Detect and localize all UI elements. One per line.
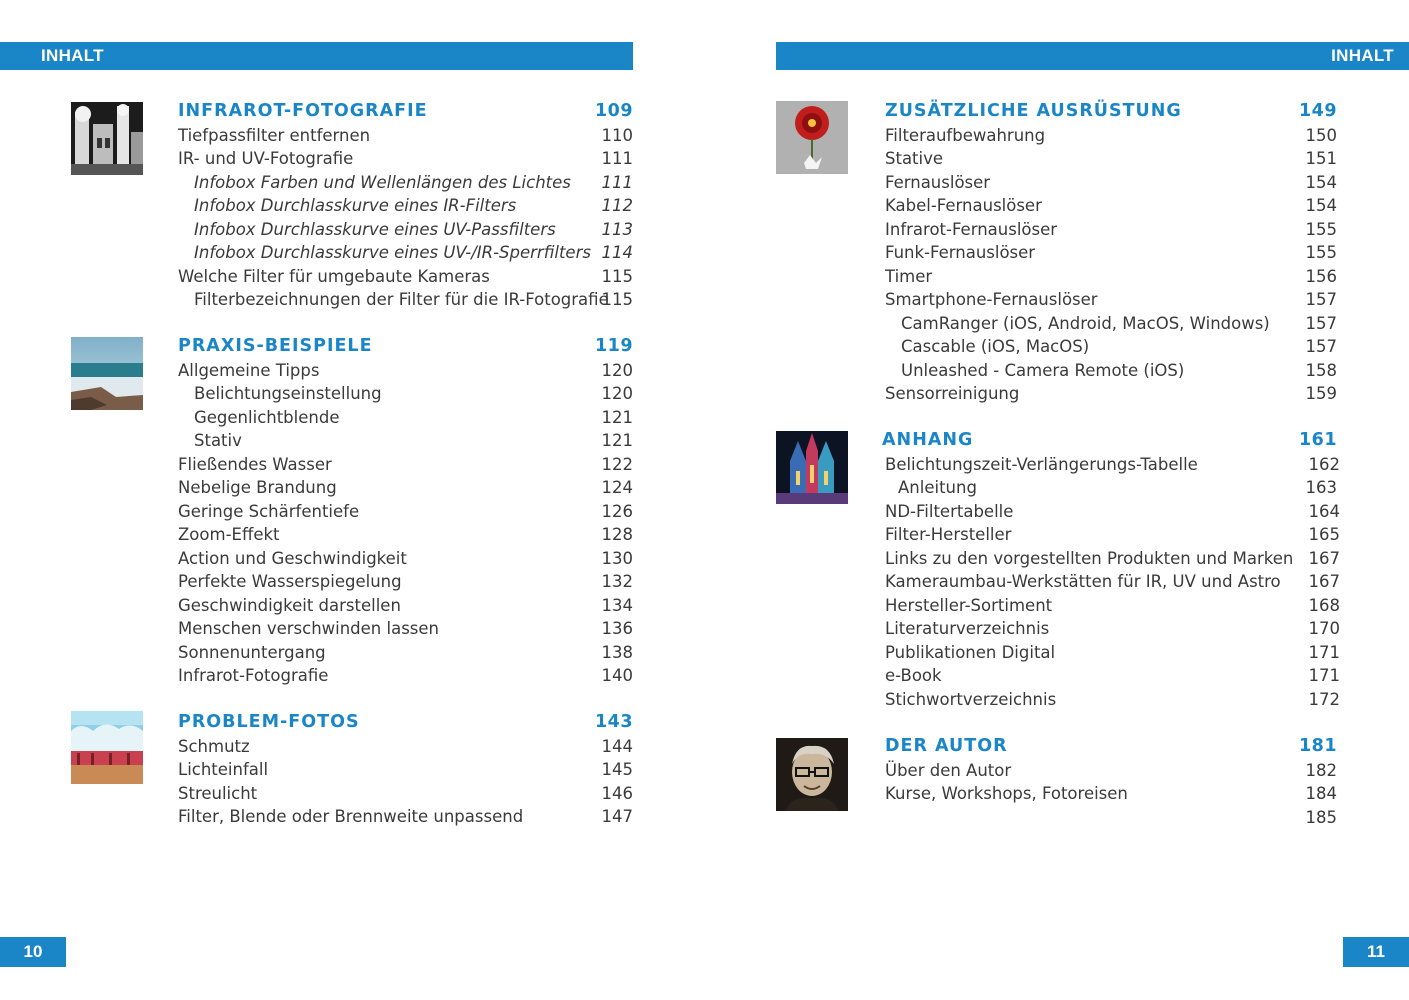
toc-entry[interactable] <box>885 335 1337 359</box>
entry-title: Smartphone-Fernauslöser <box>885 290 1098 309</box>
entry-title: Sonnenuntergang <box>178 642 326 662</box>
entry-page: 171 <box>1308 666 1340 685</box>
entry-title: Filter, Blende oder Brennweite unpassend <box>178 807 524 826</box>
entry-title: Menschen verschwinden lassen <box>178 619 440 638</box>
entry-page: 184 <box>1305 784 1337 803</box>
toc-entry[interactable] <box>178 406 633 430</box>
entry-title: Timer <box>885 266 933 286</box>
entry-page: 182 <box>1305 760 1337 780</box>
entry-title: e-Book <box>885 666 942 685</box>
entry-title: Sensorreinigung <box>885 384 1020 403</box>
toc-entry[interactable] <box>885 782 1337 806</box>
right-page <box>760 0 1409 1000</box>
entry-title: Kameraumbau-Werkstätten für IR, UV und Astro <box>885 572 1281 591</box>
toc-list <box>178 100 633 312</box>
entry-page: 132 <box>601 572 633 591</box>
section-page: 143 <box>594 712 633 732</box>
toc-entry[interactable] <box>178 453 633 477</box>
entry-title: Stativ <box>194 431 242 450</box>
toc-entry[interactable] <box>885 382 1337 406</box>
toc-entry[interactable] <box>885 617 1340 641</box>
entry-title: Kurse, Workshops, Fotoreisen <box>885 784 1128 803</box>
toc-entry[interactable] <box>885 218 1337 242</box>
toc-list <box>178 335 633 688</box>
toc-entry[interactable] <box>882 476 1337 500</box>
toc-entry[interactable] <box>885 759 1337 783</box>
entry-page: 113 <box>601 219 633 239</box>
entry-page: 145 <box>601 760 633 779</box>
entry-title: Publikationen Digital <box>885 642 1056 662</box>
entry-page: 165 <box>1308 525 1340 544</box>
toc-entry[interactable] <box>885 641 1340 665</box>
section-title: PRAXIS-BEISPIELE <box>178 336 373 356</box>
left-page <box>0 0 650 1000</box>
entry-page: 128 <box>601 525 633 544</box>
page-number: 11 <box>1343 937 1409 967</box>
entry-page: 138 <box>601 642 633 662</box>
entry-title: Geringe Schärfentiefe <box>178 501 360 521</box>
toc-entry[interactable] <box>178 617 633 641</box>
entry-title: Geschwindigkeit darstellen <box>178 595 401 615</box>
section-title: ZUSÄTZLICHE AUSRÜSTUNG <box>885 101 1182 121</box>
toc-entry[interactable] <box>178 782 633 806</box>
toc-entry[interactable] <box>178 147 633 171</box>
entry-page: 120 <box>601 384 633 403</box>
entry-page: 168 <box>1308 595 1340 615</box>
entry-title: Kabel-Fernauslöser <box>885 196 1042 215</box>
section-page: 161 <box>1298 430 1337 450</box>
entry-page: 157 <box>1305 337 1337 356</box>
toc-entry[interactable] <box>885 688 1340 712</box>
infrared-palm-street-photo <box>71 711 143 784</box>
section-heading[interactable] <box>885 735 1337 759</box>
entry-title: IR- und UV-Fotografie <box>178 149 354 168</box>
entry-page: 158 <box>1305 360 1337 380</box>
section-heading[interactable] <box>178 100 633 124</box>
entry-page: 164 <box>1308 501 1340 521</box>
toc-list <box>882 429 1340 711</box>
entry-title: Fließendes Wasser <box>178 454 332 474</box>
entry-page: 146 <box>601 783 633 803</box>
entry-title: Belichtungseinstellung <box>194 384 382 403</box>
header-bar: INHALT <box>776 42 1409 70</box>
entry-title: Cascable (iOS, MacOS) <box>901 337 1090 356</box>
entry-page: 124 <box>601 478 633 497</box>
entry-page: 163 <box>1305 478 1337 497</box>
toc-entry[interactable] <box>885 312 1337 336</box>
toc-entry[interactable] <box>178 382 633 406</box>
entry-page: 185 <box>1305 807 1337 827</box>
entry-page: 140 <box>601 666 633 685</box>
infrared-building-photo <box>71 102 143 175</box>
entry-page: 155 <box>1305 219 1337 239</box>
entry-title: Schmutz <box>178 736 250 756</box>
toc-entry[interactable] <box>178 476 633 500</box>
entry-page: 157 <box>1305 290 1337 309</box>
entry-title: Tiefpassfilter entfernen <box>178 125 371 145</box>
entry-page: 110 <box>601 125 633 145</box>
entry-title: Literaturverzeichnis <box>885 619 1050 638</box>
entry-page: 112 <box>601 196 633 215</box>
section-title: INFRAROT-FOTOGRAFIE <box>178 101 428 121</box>
entry-title: Filterbezeichnungen der Filter für die IR-Fotografie <box>194 290 609 309</box>
entry-title: Action und Geschwindigkeit <box>178 548 407 568</box>
entry-title: Über den Autor <box>885 760 1012 780</box>
toc-entry[interactable] <box>178 194 633 218</box>
entry-title: Infobox Farben und Wellenlängen des Lichtes <box>194 172 571 192</box>
toc-entry[interactable] <box>178 500 633 524</box>
entry-title: Infrarot-Fotografie <box>178 666 329 685</box>
entry-page: 157 <box>1305 313 1337 333</box>
toc-list <box>885 735 1337 829</box>
toc-entry[interactable] <box>178 735 633 759</box>
toc-entry[interactable] <box>885 147 1337 171</box>
toc-entry[interactable] <box>178 241 633 265</box>
toc-entry[interactable] <box>885 500 1340 524</box>
red-flower-photo <box>776 101 848 174</box>
section-title: PROBLEM-FOTOS <box>178 712 360 732</box>
entry-page: 155 <box>1305 243 1337 262</box>
section-heading[interactable] <box>882 429 1337 453</box>
toc-entry[interactable] <box>178 429 633 453</box>
entry-title: Stative <box>885 149 944 168</box>
toc-entry[interactable] <box>178 594 633 618</box>
entry-page: 159 <box>1305 384 1337 403</box>
entry-page: 115 <box>601 290 633 309</box>
entry-page: 172 <box>1308 689 1340 709</box>
entry-title: Belichtungszeit-Verlängerungs-Tabelle <box>885 454 1198 474</box>
toc-entry[interactable] <box>885 664 1340 688</box>
entry-page: 115 <box>601 266 633 286</box>
entry-title: Gegenlichtblende <box>194 407 340 427</box>
entry-page: 170 <box>1308 619 1340 638</box>
entry-title: ND-Filtertabelle <box>885 501 1014 521</box>
section-page: 119 <box>594 336 633 356</box>
entry-page: 167 <box>1308 548 1340 568</box>
entry-page: 122 <box>601 454 633 474</box>
entry-title: Funk-Fernauslöser <box>885 243 1036 262</box>
toc-entry[interactable] <box>178 547 633 571</box>
toc-entry[interactable] <box>178 124 633 148</box>
toc-entry[interactable] <box>885 359 1337 383</box>
toc-list <box>178 711 633 829</box>
toc-entry[interactable] <box>178 265 633 289</box>
toc-entry[interactable] <box>178 758 633 782</box>
entry-title: Perfekte Wasserspiegelung <box>178 572 402 591</box>
entry-title: Allgemeine Tipps <box>178 360 320 380</box>
entry-title: Streulicht <box>178 783 258 803</box>
toc-entry[interactable] <box>885 594 1340 618</box>
entry-title: Infobox Durchlasskurve eines UV-/IR-Sperrfilters <box>194 243 591 262</box>
entry-page: 121 <box>601 431 633 450</box>
entry-title: Fernauslöser <box>885 172 991 192</box>
toc-entry[interactable] <box>178 805 633 829</box>
entry-page: 114 <box>601 243 633 262</box>
toc-entry[interactable] <box>885 547 1340 571</box>
entry-title: Lichteinfall <box>178 760 269 779</box>
entry-title: Links zu den vorgestellten Produkten und Marken <box>885 548 1294 568</box>
entry-page: 134 <box>601 595 633 615</box>
header-bar: INHALT <box>0 42 633 70</box>
entry-title: Infobox Durchlasskurve eines IR-Filters <box>194 196 517 215</box>
entry-page: 126 <box>601 501 633 521</box>
page-number: 10 <box>0 937 66 967</box>
section-page: 109 <box>594 101 633 121</box>
toc-entry[interactable] <box>178 570 633 594</box>
entry-title: Zoom-Effekt <box>178 525 280 544</box>
toc-entry[interactable] <box>178 359 633 383</box>
entry-title: Unleashed - Camera Remote (iOS) <box>901 360 1185 380</box>
entry-page: 111 <box>601 149 633 168</box>
entry-title: Infrarot-Fernauslöser <box>885 219 1058 239</box>
toc-entry[interactable] <box>885 194 1337 218</box>
entry-page: 167 <box>1308 572 1340 591</box>
toc-entry[interactable] <box>178 171 633 195</box>
toc-entry[interactable] <box>178 523 633 547</box>
section-title: DER AUTOR <box>885 736 1008 756</box>
entry-title: Filteraufbewahrung <box>885 125 1046 145</box>
toc-entry[interactable] <box>885 453 1340 477</box>
entry-title: Stichwortverzeichnis <box>885 689 1057 709</box>
entry-title: CamRanger (iOS, Android, MacOS, Windows) <box>901 313 1270 333</box>
toc-entry[interactable] <box>178 664 633 688</box>
entry-title: Welche Filter für umgebaute Kameras <box>178 266 490 286</box>
entry-page: 121 <box>601 407 633 427</box>
entry-page: 162 <box>1308 454 1340 474</box>
entry-page: 111 <box>601 172 633 192</box>
entry-page: 171 <box>1308 642 1340 662</box>
section-title: ANHANG <box>882 430 974 450</box>
section-heading[interactable] <box>178 711 633 735</box>
toc-entry[interactable] <box>178 218 633 242</box>
toc-entry[interactable] <box>885 570 1340 594</box>
section-page: 181 <box>1298 736 1337 756</box>
toc-list <box>885 100 1337 406</box>
entry-page: 154 <box>1305 172 1337 192</box>
toc-entry[interactable] <box>885 523 1340 547</box>
illuminated-cathedral-photo <box>776 431 848 504</box>
toc-entry[interactable] <box>885 806 1337 830</box>
toc-entry[interactable] <box>885 241 1337 265</box>
entry-title: Infobox Durchlasskurve eines UV-Passfilters <box>194 219 556 239</box>
long-exposure-sea-photo <box>71 337 143 410</box>
section-page: 149 <box>1298 101 1337 121</box>
section-heading[interactable] <box>178 335 633 359</box>
entry-page: 154 <box>1305 196 1337 215</box>
entry-page: 156 <box>1305 266 1337 286</box>
entry-title: Hersteller-Sortiment <box>885 595 1053 615</box>
toc-entry[interactable] <box>885 288 1337 312</box>
entry-title: Nebelige Brandung <box>178 478 337 497</box>
entry-page: 150 <box>1305 125 1337 145</box>
entry-page: 147 <box>601 807 633 826</box>
author-portrait-photo <box>776 738 848 811</box>
section-heading[interactable] <box>885 100 1337 124</box>
toc-entry[interactable] <box>178 641 633 665</box>
entry-page: 136 <box>601 619 633 638</box>
toc-entry[interactable] <box>885 265 1337 289</box>
toc-entry[interactable] <box>178 288 633 312</box>
entry-title: Anleitung <box>898 478 977 497</box>
toc-entry[interactable] <box>885 171 1337 195</box>
entry-page: 120 <box>601 360 633 380</box>
entry-title: Filter-Hersteller <box>885 525 1012 544</box>
entry-page: 151 <box>1305 149 1337 168</box>
entry-page: 144 <box>601 736 633 756</box>
entry-page: 130 <box>601 548 633 568</box>
toc-entry[interactable] <box>885 124 1337 148</box>
